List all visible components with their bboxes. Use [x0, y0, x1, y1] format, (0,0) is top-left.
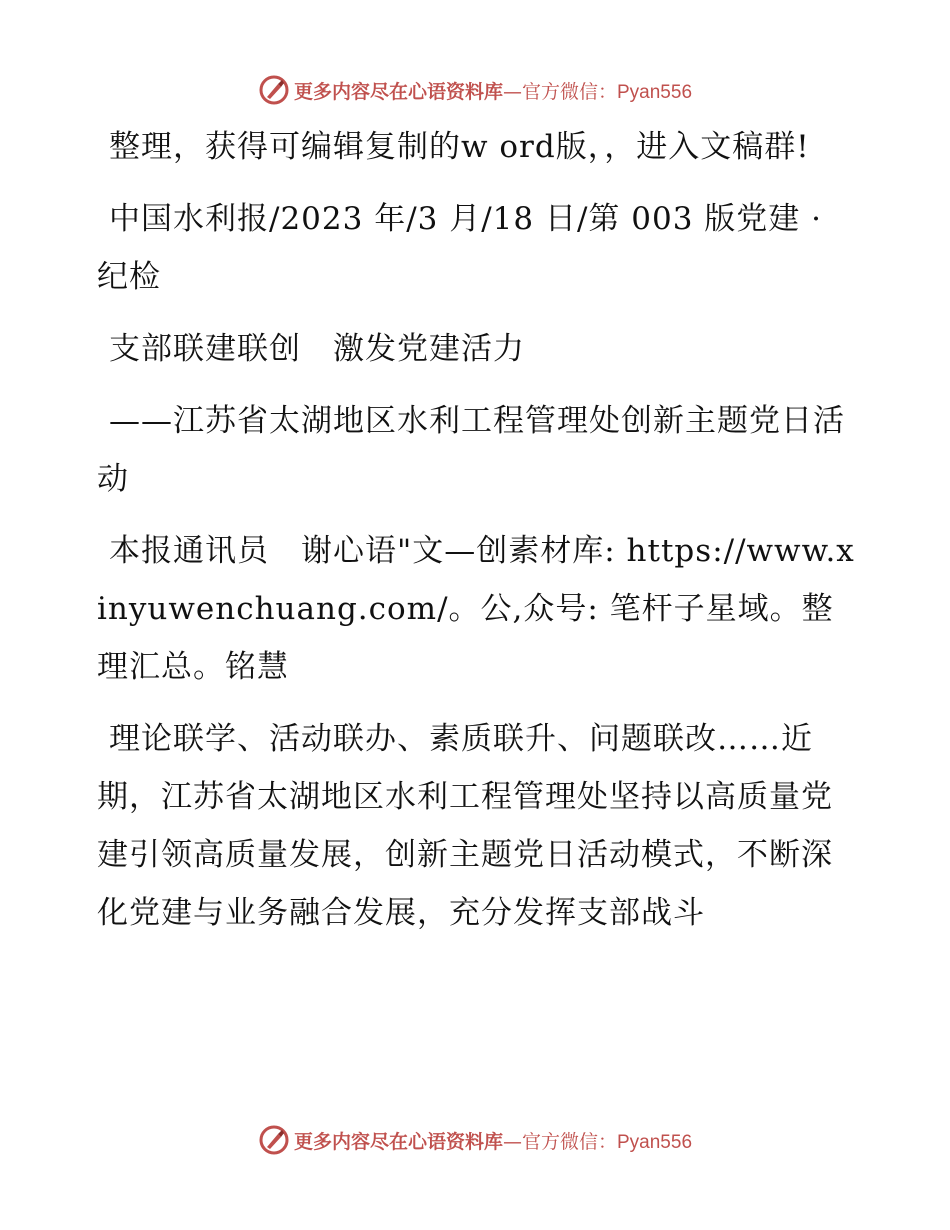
banner-separator: —: [502, 80, 522, 103]
pen-logo-icon: [258, 1124, 290, 1156]
footer-watermark-banner: [0, 1120, 950, 1160]
article-title: 支部联建联创 激发党建活力: [109, 331, 525, 367]
paragraph-intro: 整理，获得可编辑复制的w ord版，，进入文稿群!: [109, 129, 810, 165]
banner-text: [294, 77, 692, 104]
header-watermark-banner: [0, 70, 950, 110]
document-body: [97, 118, 857, 942]
banner-wechat-label: 官方微信：: [521, 1130, 617, 1153]
banner-main-text: 更多内容尽在心语资料库: [293, 1130, 503, 1153]
banner-wechat-id: Pyan556: [617, 1131, 693, 1153]
banner-separator: —: [502, 1130, 522, 1153]
paragraph-byline: 本报通讯员 谢心语"文—创素材库: https://www.xinyuwenchuang.com/。公,众号: 笔杆子星域。整理汇总。铭慧: [97, 533, 855, 685]
banner-wechat-id: Pyan556: [617, 81, 693, 103]
article-subtitle: ——江苏省太湖地区水利工程管理处创新主题党日活动: [97, 403, 845, 497]
banner-content: [258, 74, 692, 106]
banner-main-text: 更多内容尽在心语资料库: [293, 80, 503, 103]
banner-content: [258, 1124, 692, 1156]
banner-wechat-label: 官方微信：: [521, 80, 617, 103]
pen-logo-icon: [258, 74, 290, 106]
paragraph-source: 中国水利报/2023 年/3 月/18 日/第 003 版党建 · 纪检: [97, 201, 822, 295]
paragraph-body: 理论联学、活动联办、素质联升、问题联改……近期，江苏省太湖地区水利工程管理处坚持以高质量党建引领高质量发展，创新主题党日活动模式，不断深化党建与业务融合发展，充分发挥支部战斗: [97, 721, 833, 931]
banner-text: [294, 1127, 692, 1154]
